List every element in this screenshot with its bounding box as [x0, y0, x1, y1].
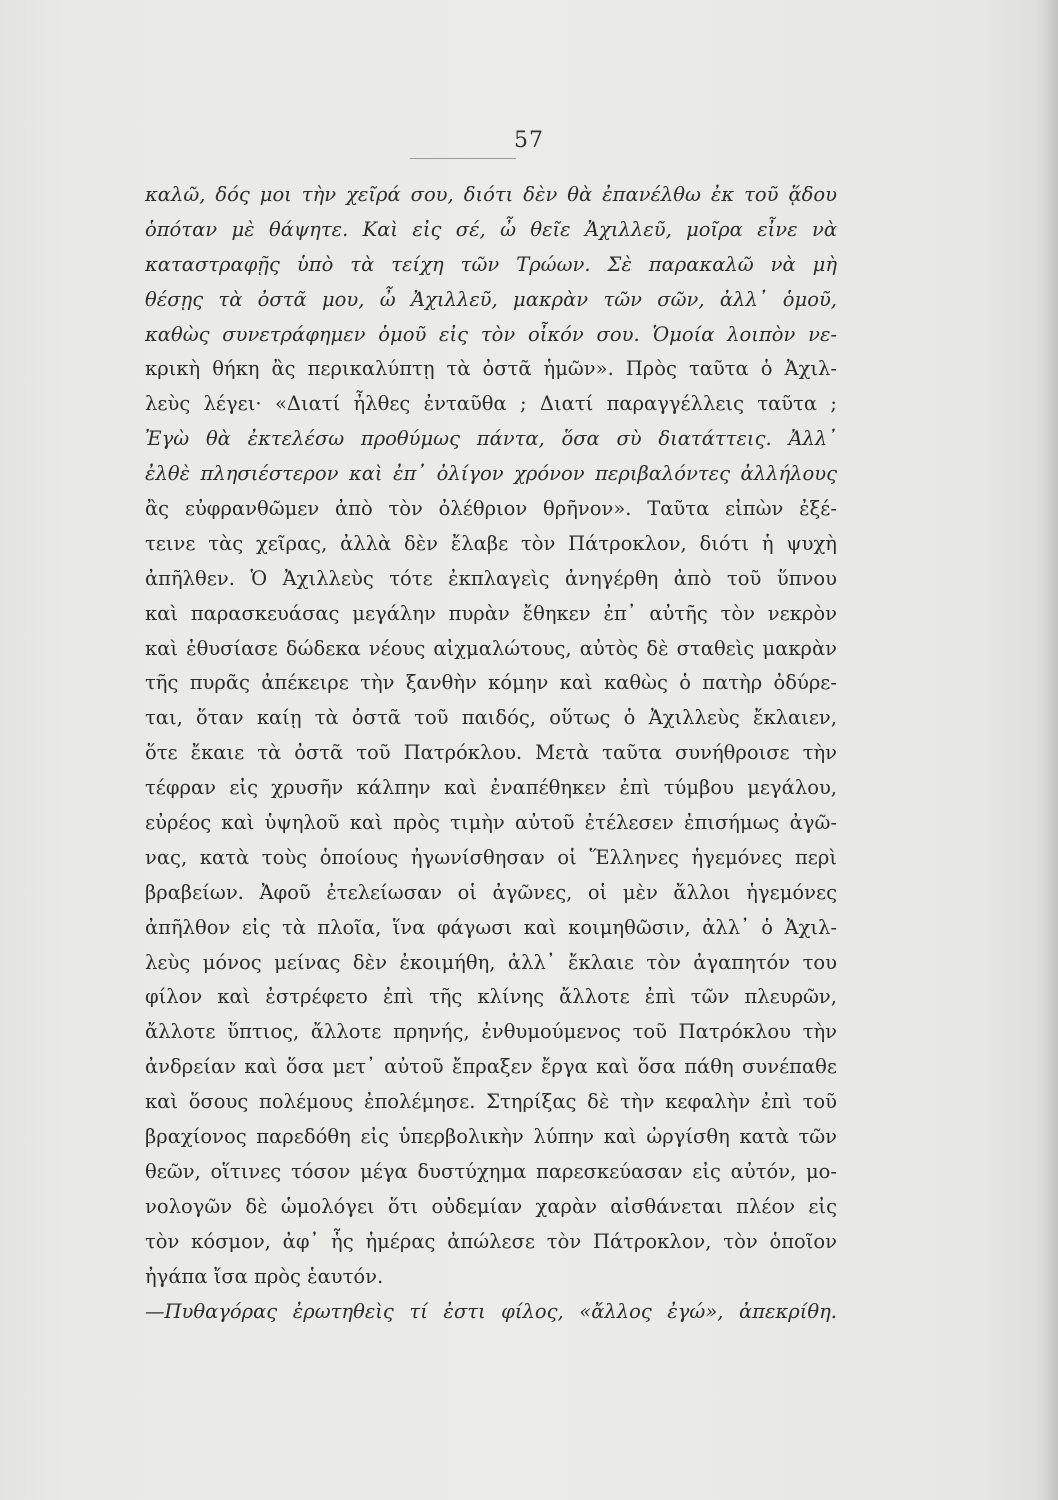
- text-line: ται, ὅταν καίῃ τὰ ὀστᾶ τοῦ παιδός, οὕτως ὁ Ἀχιλλεὺς ἔκλαιεν,: [145, 706, 837, 730]
- text-line: ἠγάπα ἴσα πρὸς ἑαυτόν.: [145, 1264, 384, 1288]
- text-line: θεῶν, οἵτινες τόσον μέγα δυστύχημα παρεσκεύασαν εἰς αὐτόν, μο-: [145, 1159, 837, 1183]
- text-line: καὶ ὅσους πολέμους ἐπολέμησε. Στηρίξας δὲ τὴν κεφαλὴν ἐπὶ τοῦ: [145, 1090, 837, 1114]
- page-number: 57: [514, 128, 544, 153]
- page-edge-shadow: [1036, 0, 1058, 1500]
- text-line: τέφραν εἰς χρυσῆν κάλπην καὶ ἐναπέθηκεν ἐπὶ τύμβου μεγάλου,: [145, 776, 837, 800]
- text-line: νας, κατὰ τοὺς ὁποίους ἠγωνίσθησαν οἱ Ἕλληνες ἡγεμόνες περὶ: [145, 845, 837, 869]
- text-line: ἂς εὐφρανθῶμεν ἀπὸ τὸν ὀλέθριον θρῆνον». Ταῦτα εἰπὼν ἐξέ-: [145, 497, 837, 521]
- text-line: καθὼς συνετράφημεν ὁμοῦ εἰς τὸν οἶκόν σου. Ὁμοία λοιπὸν νε-: [145, 322, 837, 346]
- closing-quote-line: —Πυθαγόρας ἐρωτηθεὶς τί ἐστι φίλος, «ἄλλος ἐγώ», ἀπεκρίθη.: [145, 1299, 837, 1323]
- text-line: ἀπῆλθεν. Ὁ Ἀχιλλεὺς τότε ἐκπλαγεὶς ἀνηγέρθη ἀπὸ τοῦ ὕπνου: [145, 566, 837, 590]
- text-line: καταστραφῇς ὑπὸ τὰ τείχη τῶν Τρώων. Σὲ παρακαλῶ νὰ μὴ: [145, 252, 837, 276]
- text-line: ἀπῆλθον εἰς τὰ πλοῖα, ἵνα φάγωσι καὶ κοιμηθῶσιν, ἀλλ᾽ ὁ Ἀχιλ-: [145, 915, 837, 939]
- text-line: εὐρέος καὶ ὑψηλοῦ καὶ πρὸς τιμὴν αὐτοῦ ἐτέλεσεν ἐπισήμως ἀγῶ-: [145, 811, 837, 835]
- text-line: τεινε τὰς χεῖρας, ἀλλὰ δὲν ἔλαβε τὸν Πάτροκλον, διότι ἡ ψυχὴ: [145, 531, 837, 555]
- text-line: φίλον καὶ ἐστρέφετο ἐπὶ τῆς κλίνης ἄλλοτε ἐπὶ τῶν πλευρῶν,: [145, 985, 837, 1009]
- header-rule: [410, 158, 516, 159]
- text-line: ἀνδρείαν καὶ ὅσα μετ᾽ αὐτοῦ ἔπραξεν ἔργα καὶ ὅσα πάθη συνέπαθε: [145, 1055, 837, 1079]
- text-line: ὅτε ἔκαιε τὰ ὀστᾶ τοῦ Πατρόκλου. Μετὰ ταῦτα συνήθροισε τὴν: [145, 741, 837, 765]
- body-text: [145, 178, 837, 1329]
- text-line: βραβείων. Ἀφοῦ ἐτελείωσαν οἱ ἀγῶνες, οἱ μὲν ἄλλοι ἡγεμόνες: [145, 880, 837, 904]
- text-line: τὸν κόσμον, ἀφ᾽ ἧς ἡμέρας ἀπώλεσε τὸν Πάτροκλον, τὸν ὁποῖον: [145, 1229, 837, 1253]
- text-line: βραχίονος παρεδόθη εἰς ὑπερβολικὴν λύπην καὶ ὠργίσθη κατὰ τῶν: [145, 1125, 837, 1149]
- text-line: καὶ ἐθυσίασε δώδεκα νέους αἰχμαλώτους, αὐτὸς δὲ σταθεὶς μακρὰν: [145, 636, 837, 660]
- text-line: λεὺς μόνος μείνας δὲν ἐκοιμήθη, ἀλλ᾽ ἔκλαιε τὸν ἀγαπητόν του: [145, 950, 837, 974]
- text-line: καὶ παρασκευάσας μεγάλην πυρὰν ἔθηκεν ἐπ᾽ αὐτῆς τὸν νεκρὸν: [145, 601, 837, 625]
- text-line: λεὺς λέγει· «Διατί ἦλθες ἐνταῦθα ; Διατί παραγγέλλεις ταῦτα ;: [145, 392, 837, 416]
- text-line: νολογῶν δὲ ὡμολόγει ὅτι οὐδεμίαν χαρὰν αἰσθάνεται πλέον εἰς: [145, 1194, 837, 1218]
- text-line: ἐλθὲ πλησιέστερον καὶ ἐπ᾽ ὀλίγον χρόνον περιβαλόντες ἀλλήλους: [145, 462, 837, 486]
- text-line: τῆς πυρᾶς ἀπέκειρε τὴν ξανθὴν κόμην καὶ καθὼς ὁ πατὴρ ὀδύρε-: [145, 671, 837, 695]
- text-line: κρικὴ θήκη ἂς περικαλύπτῃ τὰ ὀστᾶ ἡμῶν». Πρὸς ταῦτα ὁ Ἀχιλ-: [145, 357, 837, 381]
- text-line: ἄλλοτε ὕπτιος, ἄλλοτε πρηνής, ἐνθυμούμενος τοῦ Πατρόκλου τὴν: [145, 1020, 837, 1044]
- text-line: καλῶ, δός μοι τὴν χεῖρά σου, διότι δὲν θὰ ἐπανέλθω ἐκ τοῦ ᾅδου: [145, 183, 837, 206]
- text-line: ὁπόταν μὲ θάψητε. Καὶ εἰς σέ, ὦ θεῖε Ἀχιλλεῦ, μοῖρα εἶνε νὰ: [145, 217, 837, 241]
- text-line: Ἐγὼ θὰ ἐκτελέσω προθύμως πάντα, ὅσα σὺ διατάττεις. Ἀλλ᾽: [145, 427, 837, 451]
- text-line: θέσῃς τὰ ὀστᾶ μου, ὦ Ἀχιλλεῦ, μακρὰν τῶν σῶν, ἀλλ᾽ ὁμοῦ,: [145, 287, 837, 311]
